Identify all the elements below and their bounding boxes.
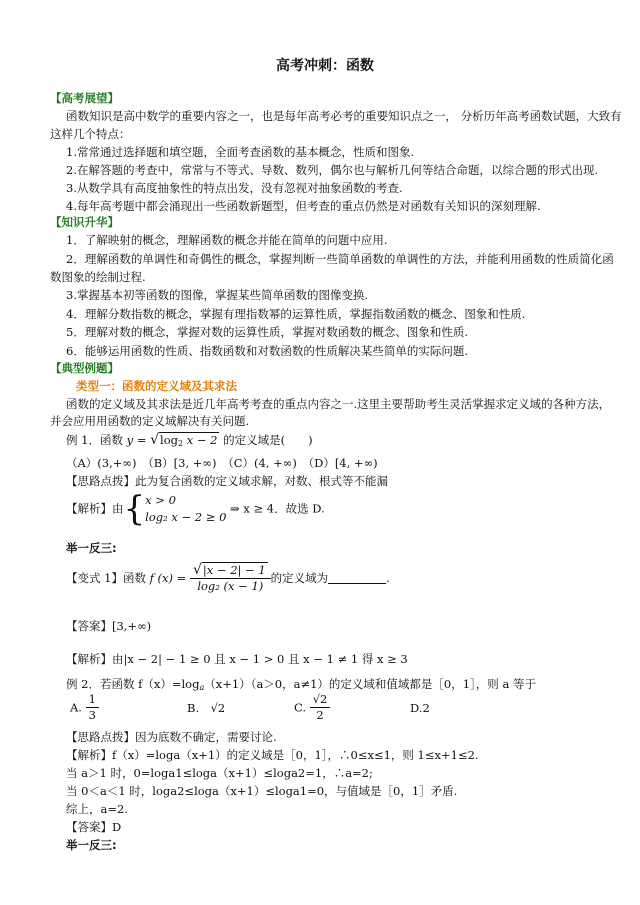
variant-1-fraction [190,562,271,594]
solution-label: 【解析】由 [66,501,124,516]
example-2-option-c: C. $\frac{√2}{2}$ [294,692,330,723]
outlook-item: 1.常常通过选择题和填空题，全面考查函数的基本概念，性质和图象. [66,145,415,159]
knowledge-item: 6．能够运用函数的性质、指数函数和对数函数的性质解决某些简单的实际问题. [66,344,468,358]
option-a-fraction: $\frac{1}{3}$ [86,692,99,723]
example-2-option-d: D.2 [410,701,430,715]
example-1-options: （A）(3,+∞) （B）[3, +∞) （C）(4, +∞) （D）[4, +∞) [66,456,378,470]
example-1-func-y: y [126,433,134,447]
practice-heading: 举一反三: [66,541,117,555]
page-title: 高考冲刺：函数 [276,58,374,74]
solution-cases: x > 0 log₂ x − 2 ≥ 0 [145,493,227,524]
type-description-line-1: 函数的定义域及其求法是近几年高考考查的重点内容之一.这里主要帮助考生灵活掌握求定义域的各种方法， [66,397,611,411]
radical-sign: √ [150,432,160,448]
example-2-solution-line: 综上，a=2. [66,802,128,816]
example-2-solution-line: 【解析】f（x）=loga（x+1）的定义域是［0，1］，∴0≤x≤1，则 1≤x+1≤2. [66,748,479,762]
knowledge-item: 4．理解分数指数的概念，掌握有理指数幂的运算性质，掌握指数函数的概念、图象和性质. [66,307,526,321]
example-2-option-b: B. √2 [187,701,226,715]
practice-heading: 举一反三: [66,838,117,852]
outlook-intro-line-1: 函数知识是高中数学的重要内容之一，也是每年高考必考的重要知识点之一， 分析历年高考函数试题，大致有 [66,109,622,123]
answer-blank [328,573,386,584]
example-2-hint: 【思路点拨】因为底数不确定，需要讨论. [66,730,277,744]
example-1-question [66,430,313,451]
variant-1-question: 【变式 1】函数 f (x) = $\frac{√|x - 2| - 1}{\text{log₂ (x − 1)}}$ 的定义域为 . [66,562,390,593]
type-description-line-2: 并会应用用函数的定义域解决有关问题. [50,414,250,428]
knowledge-item: 2．理解函数的单调性和奇偶性的概念，掌握判断一些简单函数的单调性的方法，并能利用函数的性质简化函 [66,252,614,266]
left-brace: { [123,489,146,529]
radical-sign: √ [192,562,202,578]
example-1-equals: = [133,433,151,447]
section-heading-examples: 【典型例题】 [50,361,119,375]
option-c-fraction: $\frac{√2}{2}$ [310,692,331,723]
variant-1-solution: 【解析】由|x − 2| − 1 ≥ 0 且 x − 1 > 0 且 x − 1 ≠ 1 得 x ≥ 3 [66,652,408,666]
knowledge-item-continued: 数图象的绘制过程. [50,270,146,284]
outlook-item: 4.每年高考题中都会涌现出一些函数新题型，但考查的重点仍然是对函数有关知识的深刻理解. [66,199,541,213]
example-2-solution-line: 当 0＜a＜1 时，loga2≤loga（x+1）≤loga1=0，与值域是［0，1］矛盾. [66,784,458,798]
variant-1-suffix: 的定义域为 [270,571,329,585]
section-heading-outlook: 【高考展望】 [50,91,119,105]
fraction-denominator: log₂ (x − 1) [197,579,264,593]
example-2-option-a: A. $\frac{1}{3}$ [70,692,99,723]
outlook-item: 3.从数学具有高度抽象性的特点出发，没有忽视对抽象函数的考查. [66,181,403,195]
knowledge-item: 3.掌握基本初等函数的图像，掌握某些简单函数的图像变换. [66,288,369,302]
variant-1-answer: 【答案】[3,+∞) [66,619,152,633]
section-heading-knowledge: 【知识升华】 [50,215,119,229]
example-2-solution-line: 当 a＞1 时，0=loga1≤loga（x+1）≤loga2=1，∴a=2; [66,766,373,780]
fraction-numerator: √|x − 2| − 1 [190,562,271,579]
example-2-question: 例 2．若函数 $f(x)=\log_a(x+1)(a>0$，a≠1）的定义域和值域都是［0，1］，则 a 等于 [66,677,536,692]
example-2-answer: 【答案】D [66,820,122,834]
outlook-item: 2.在解答题的考查中，常常与不等式、导数、数列，偶尔也与解析几何等结合命题，以综合题的形式出现. [66,163,599,177]
example-1-hint: 【思路点拨】此为复合函数的定义域求解，对数、根式等不能漏 [66,474,388,488]
variant-1-func: f (x) = [149,571,190,585]
type-heading: 类型一：函数的定义域及其求法 [76,379,237,393]
example-1-suffix: 的定义域是( ) [219,433,313,447]
knowledge-item: 5．理解对数的概念，掌握对数的运算性质，掌握对数函数的概念、图象和性质. [66,325,468,339]
variant-1-label: 【变式 1】函数 [66,571,150,585]
outlook-intro-line-2: 这样几个特点： [50,127,131,141]
example-1-radicand: $\log_2 x - 2$ [159,432,219,451]
example-1-prefix: 例 1．函数 [66,433,127,447]
solution-conclusion: ⇒ x ≥ 4．故选 D. [230,501,325,516]
knowledge-item: 1．了解映射的概念，理解函数的概念并能在简单的问题中应用. [66,233,388,247]
example-1-solution [66,489,325,529]
